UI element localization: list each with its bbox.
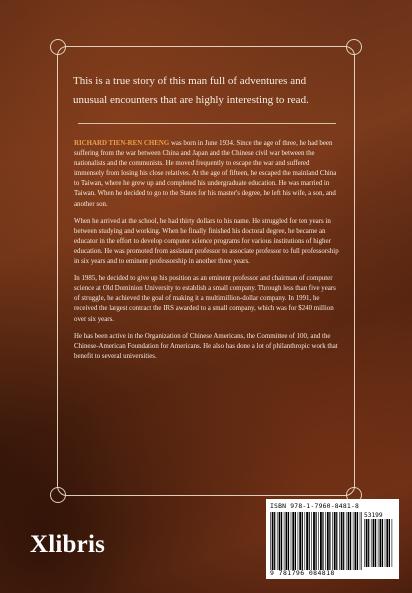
isbn-label: ISBN 978-1-7960-8481-8: [270, 502, 360, 510]
price-barcode-bars: [364, 519, 393, 567]
barcode: [266, 499, 399, 579]
tagline: This is a true story of this man full of adventures and unusual encounters that are highly interesting to read.: [73, 75, 309, 106]
bio-paragraph: [74, 139, 339, 210]
frame-corner-ornament: [346, 39, 362, 55]
frame-corner-ornament: [50, 487, 66, 503]
ean-number: 9 781796 084818: [270, 569, 335, 577]
ean-barcode-bars: [270, 512, 362, 570]
divider-line: [78, 123, 336, 124]
frame-corner-ornament: [50, 39, 66, 55]
bio-paragraph-1-text: was born in June 1934. Since the age of three, he had been suffering from the war between China and Japan and the Chinese civil war between the nationalists and the communists. He moved frequently to escape the war and suffered immensely from losing his close relatives. At the age of fifteen, he escaped the mainland China to Taiwan, where he grew up and completed his undergraduate education. He was married in Taiwan. When he decided to go to the States for his master's degree, he left his wife, a son, and another son.: [74, 140, 337, 208]
bio-paragraph: He has been active in the Organization of Chinese Americans, the Committee of 100, and the Chinese-American Foundation for Americans. He also has done a lot of philanthropic work that benefit to several universities.: [74, 332, 338, 360]
author-bio: [74, 139, 339, 369]
bio-paragraph: In 1985, he decided to give up his position as an eminent professor and chairman of computer science at Old Dominion University to establish a small company. Through less than five years of struggle, he achieved the goal of making it a multimillion-dollar company. In 1991, he received the largest contract the IRS awarded to a small company, which was for $240 million over six years.: [74, 275, 336, 323]
bio-paragraph: When he arrived at the school, he had thirty dollars to his name. He struggled for ten years in between studying and working. When he finally finished his doctoral degree, he became an educator in the effort to develop computer science programs for various institutions of higher education. He was promoted from assistant professor to associate professor to full professorship in six years and to eminent professorship in another three years.: [74, 217, 339, 266]
author-name: RICHARD TIEN-REN CHENG: [74, 140, 170, 147]
publisher-logo: Xlibris: [30, 531, 106, 558]
price-code: 53199: [364, 512, 383, 519]
